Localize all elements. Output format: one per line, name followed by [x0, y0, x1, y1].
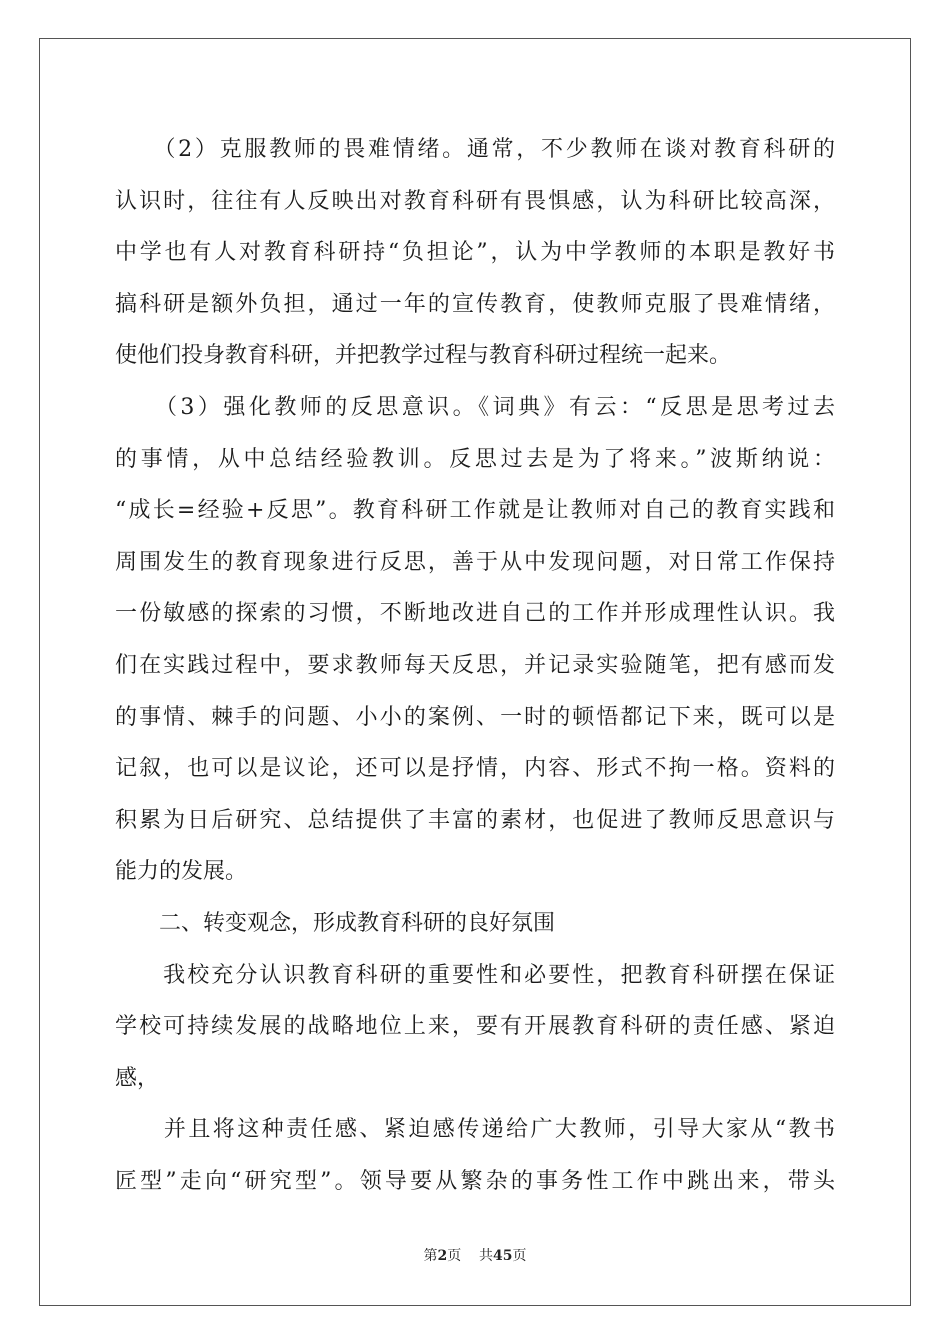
text-line: 们在实践过程中，要求教师每天反思，并记录实验随笔，把有感而发: [115, 652, 835, 678]
text-line: 认识时，往往有人反映出对教育科研有畏惧感，认为科研比较高深，: [115, 188, 835, 214]
text-line: 积累为日后研究、总结提供了丰富的素材，也促进了教师反思意识与: [115, 807, 835, 833]
text-line: 能力的发展。: [115, 859, 248, 885]
footer-total-prefix: 共: [479, 1248, 494, 1264]
text-line: 的事情、棘手的问题、小小的案例、一时的顿悟都记下来，既可以是: [115, 704, 835, 730]
text-line: 二、转变观念，形成教育科研的良好氛围: [115, 910, 556, 936]
footer-page-suffix: 页: [447, 1248, 462, 1264]
text-line: “成长=经验+反思”。教育科研工作就是让教师对自己的教育实践和: [115, 498, 835, 524]
text-line: 一份敏感的探索的习惯，不断地改进自己的工作并形成理性认识。我: [115, 601, 835, 627]
footer-page-number: 2: [437, 1248, 448, 1264]
text-line: 搞科研是额外负担，通过一年的宣传教育，使教师克服了畏难情绪，: [115, 291, 835, 317]
page-footer: [0, 1247, 950, 1265]
text-line: 周围发生的教育现象进行反思，善于从中发现问题，对日常工作保持: [115, 549, 835, 575]
text-line: 并且将这种责任感、紧迫感传递给广大教师，引导大家从“教书: [115, 1117, 835, 1143]
footer-prefix: 第: [423, 1248, 438, 1264]
text-line: 匠型”走向“研究型”。领导要从繁杂的事务性工作中跳出来，带头: [115, 1168, 835, 1194]
text-line: 学校可持续发展的战略地位上来，要有开展教育科研的责任感、紧迫: [115, 1014, 835, 1040]
document-body: [115, 124, 835, 1207]
text-line: 我校充分认识教育科研的重要性和必要性，把教育科研摆在保证: [115, 962, 835, 988]
text-line: （2）克服教师的畏难情绪。通常，不少教师在谈对教育科研的: [115, 137, 835, 162]
footer-total-suffix: 页: [512, 1248, 527, 1264]
footer-total-pages: 45: [493, 1248, 513, 1264]
text-line: 的事情，从中总结经验教训。反思过去是为了将来。”波斯纳说：: [115, 446, 835, 472]
text-line: 中学也有人对教育科研持“负担论”，认为中学教师的本职是教好书: [115, 240, 835, 266]
text-line: （3）强化教师的反思意识。《词典》有云：“反思是思考过去: [115, 394, 835, 420]
text-line: 感，: [115, 1065, 160, 1091]
text-line: 记叙，也可以是议论，还可以是抒情，内容、形式不拘一格。资料的: [115, 756, 835, 782]
text-line: 使他们投身教育科研，并把教学过程与教育科研过程统一起来。: [115, 343, 732, 369]
